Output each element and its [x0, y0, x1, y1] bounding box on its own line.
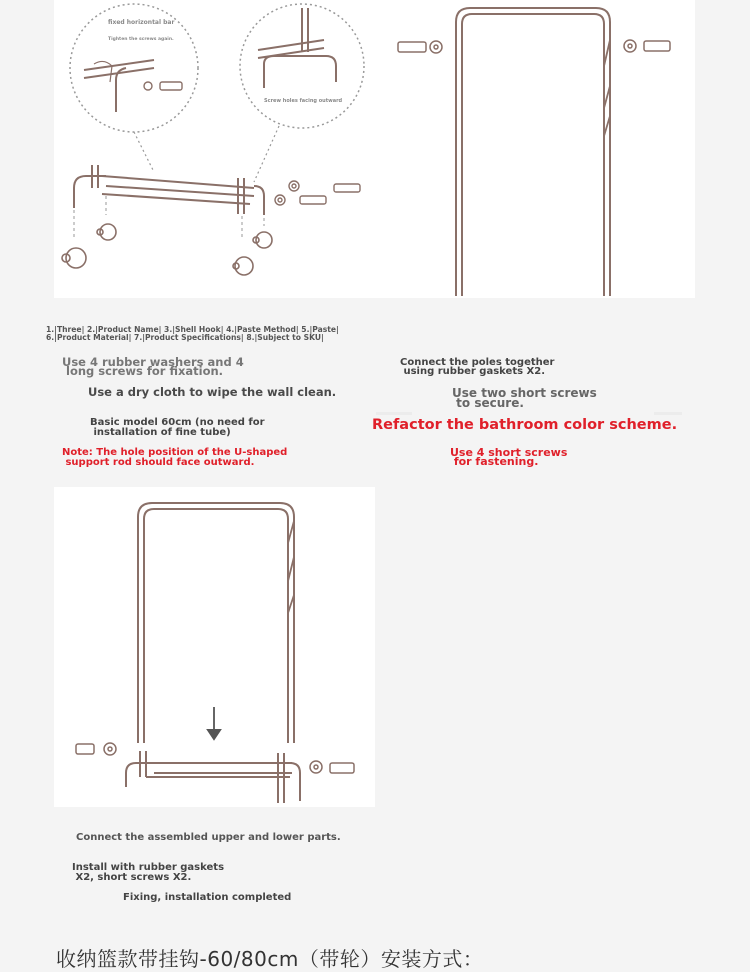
- step-two-short-screws: Use two short screws to secure.: [452, 386, 597, 410]
- figure-base-assembly: [54, 0, 382, 298]
- figure-final-assembly: [54, 487, 375, 807]
- callout-left-title: fixed horizontal bar: [108, 19, 175, 26]
- callout-left-note: Tighten the screws again.: [108, 37, 174, 42]
- step-rubber-washers: Use 4 rubber washers and 4 long screws for fixation.: [62, 355, 244, 378]
- base-assembly-illustration: [54, 0, 382, 298]
- legend-text: 1.|Three| 2.|Product Name| 3.|Shell Hook| 4.|Paste Method| 5.|Paste| 6.|Product Material| 7.|Product Specifications| 8.|Subject to SKU|: [46, 325, 339, 342]
- heading-refactor-color: Refactor the bathroom color scheme.: [372, 417, 678, 433]
- step-basic-model: Basic model 60cm (no need for installation of fine tube): [90, 417, 265, 438]
- figure-upper-frame: [382, 0, 695, 298]
- step-dry-cloth: Use a dry cloth to wipe the wall clean.: [88, 385, 337, 399]
- strip-decor-left: [376, 412, 412, 415]
- section-heading: 收纳篮款带挂钩-60/80cm（带轮）安装方式：: [56, 947, 484, 971]
- step-install-gaskets: Install with rubber gaskets X2, short screws X2.: [72, 862, 225, 883]
- step-four-short-screws: Use 4 short screws for fastening.: [450, 446, 568, 468]
- note-u-shaped-hole: Note: The hole position of the U-shaped support rod should face outward.: [62, 447, 288, 468]
- strip-decor-right: [654, 412, 682, 415]
- upper-frame-illustration: [382, 0, 695, 298]
- callout-right-note: Screw holes facing outward: [264, 98, 343, 104]
- step-connect-assembled: Connect the assembled upper and lower parts.: [76, 832, 341, 843]
- step-installation-completed: Fixing, installation completed: [123, 892, 292, 903]
- step-connect-poles: Connect the poles together using rubber gaskets X2.: [400, 357, 555, 377]
- final-assembly-illustration: [54, 487, 375, 807]
